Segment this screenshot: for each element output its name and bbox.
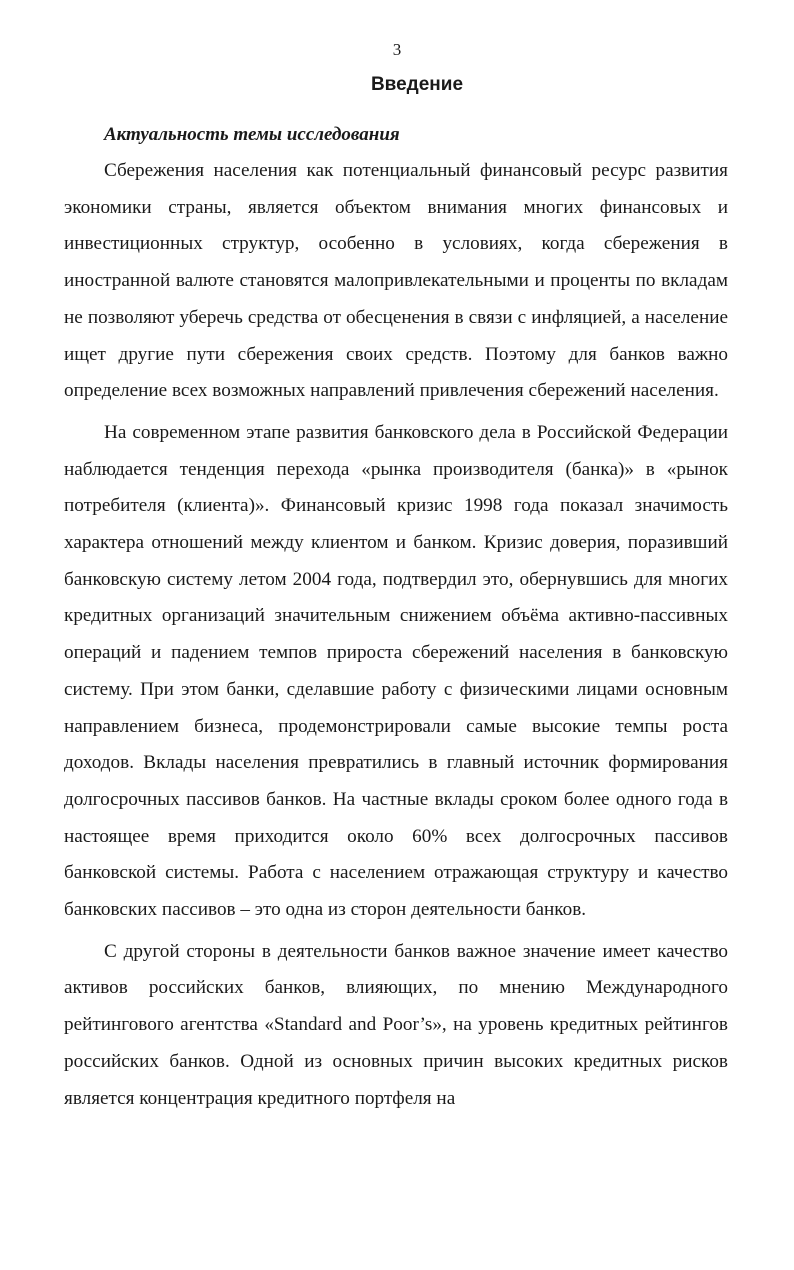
- paragraph-2: На современном этапе развития банковского дела в Российской Федерации наблюдается тенденция перехода «рынка производителя (банка)» в «рынок потребителя (клиента)». Финансовый кризис 1998 года показал значимость характера отношений между клиентом и банком. Кризис доверия, поразивший банковскую систему летом 2004 года, подтвердил это, обернувшись для многих кредитных организаций значительным снижением объёма активно-пассивных операций и падением темпов прироста сбережений населения в банковскую систему. При этом банки, сделавшие работу с физическими лицами основным направлением бизнеса, продемонстрировали самые высокие темпы роста доходов. Вклады населения превратились в главный источник формирования долгосрочных пассивов банков. На частные вклады сроком более одного года в настоящее время приходится около 60% всех долгосрочных пассивов банковской системы. Работа с населением отражающая структуру и качество банковских пассивов – это одна из сторон деятельности банков.: [64, 421, 728, 921]
- body-text: [64, 153, 728, 1117]
- section-subheading: Актуальность темы исследования: [104, 124, 400, 145]
- page-number: 3: [392, 40, 402, 59]
- page-title: Введение: [370, 74, 464, 95]
- paragraph-1: Сбережения населения как потенциальный финансовый ресурс развития экономики страны, является объектом внимания многих финансовых и инвестиционных структур, особенно в условиях, когда сбережения в иностранной валюте становятся малопривлекательными и проценты по вкладам не позволяют уберечь средства от обесценения в связи с инфляцией, а население ищет другие пути сбережения своих средств. Поэтому для банков важно определение всех возможных направлений привлечения сбережений населения.: [64, 160, 728, 402]
- paragraph-3: С другой стороны в деятельности банков важное значение имеет качество активов российских банков, влияющих, по мнению Международного рейтингового агентства «Standard and Poor’s», на уровень кредитных рейтингов российских банков. Одной из основных причин высоких кредитных рисков является концентрация кредитного портфеля на: [64, 940, 728, 1109]
